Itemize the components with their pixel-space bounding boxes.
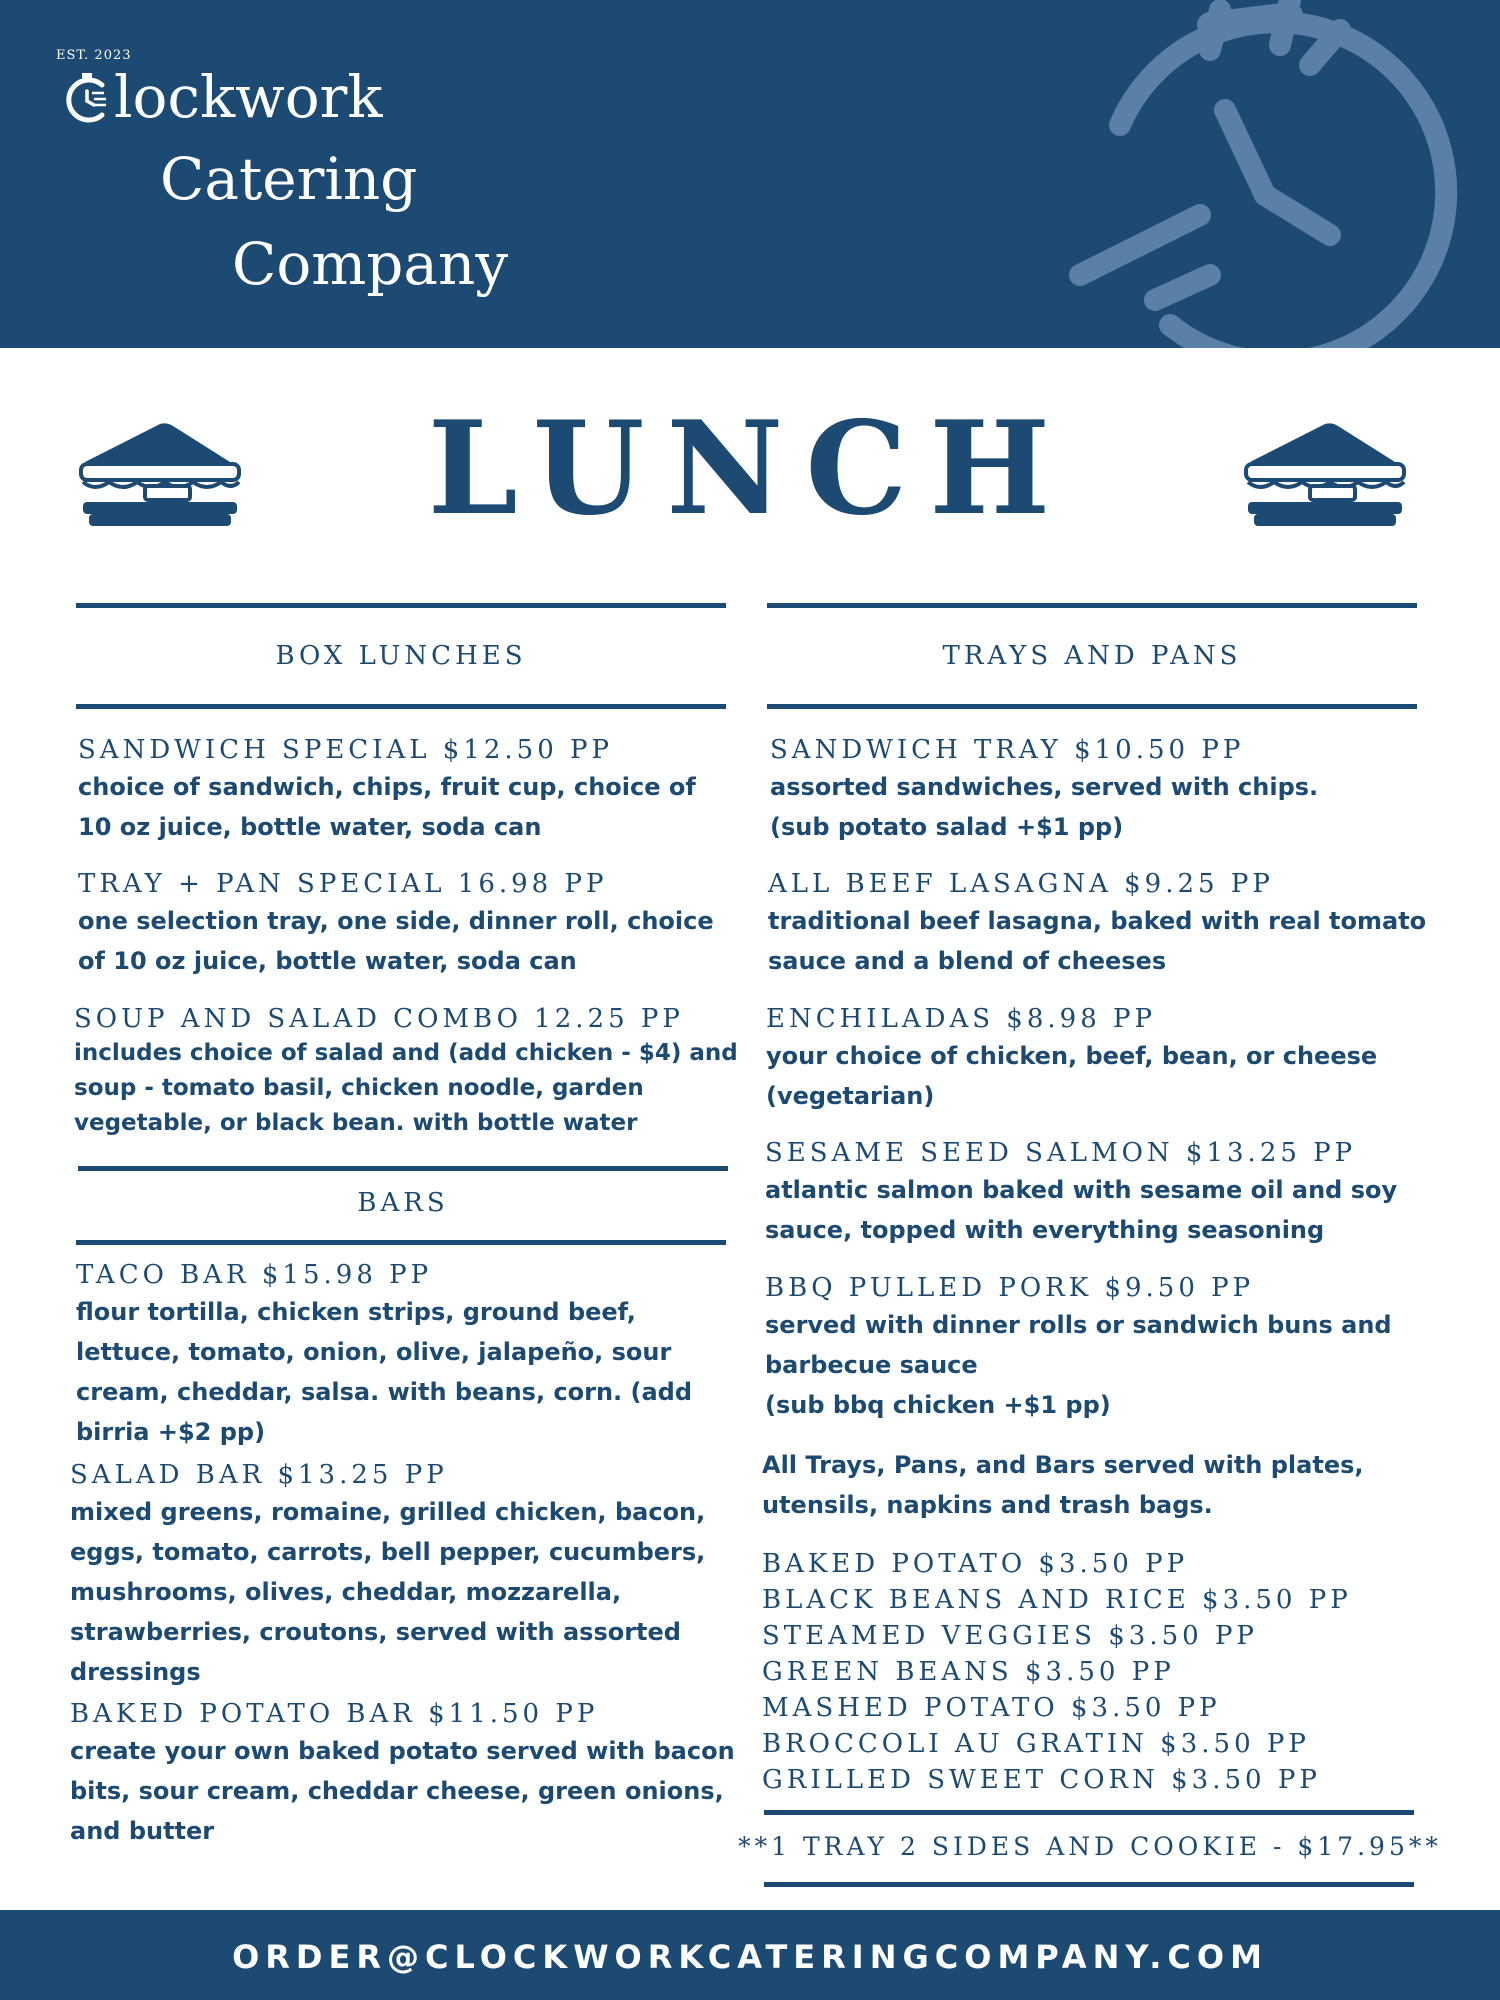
menu-item [70,1697,740,1851]
menu-item-title: SANDWICH SPECIAL $12.50 PP [78,735,613,765]
footer-banner [0,1910,1500,2000]
menu-item [765,1271,1445,1425]
side-item: BLACK BEANS AND RICE $3.50 PP [762,1585,1352,1615]
established-label: EST. 2023 [56,48,132,63]
menu-item-description: includes choice of salad and (add chicken - $4) and soup - tomato basil, chicken noodle, garden vegetable, or black bean. with bottle water [74,1040,738,1136]
brand-line-1 [62,63,383,131]
menu-item-title: SOUP AND SALAD COMBO 12.25 PP [74,1004,684,1034]
clock-c-icon [62,71,112,125]
section-heading-bars: BARS [357,1188,449,1218]
divider [76,603,726,608]
menu-item [768,867,1428,981]
divider [78,1166,728,1171]
menu-item-description: one selection tray, one side, dinner roll, choice of 10 oz juice, bottle water, soda can [78,907,714,975]
menu-item-title: ALL BEEF LASAGNA $9.25 PP [768,869,1274,899]
menu-item [76,1258,736,1452]
menu-item [74,1002,754,1141]
brand-name-rest: lockwork [114,63,383,131]
menu-item-title: SESAME SEED SALMON $13.25 PP [765,1138,1357,1168]
menu-item-title: SANDWICH TRAY $10.50 PP [770,735,1245,765]
side-item: GREEN BEANS $3.50 PP [762,1657,1175,1687]
menu-item-description: choice of sandwich, chips, fruit cup, choice of 10 oz juice, bottle water, soda can [78,773,696,841]
side-item: BROCCOLI AU GRATIN $3.50 PP [762,1729,1310,1759]
menu-item-description: assorted sandwiches, served with chips. [770,773,1319,801]
brand-line-2: Catering [160,145,418,213]
divider [764,1810,1414,1815]
menu-item-description: atlantic salmon baked with sesame oil and soy sauce, topped with everything seasoning [765,1176,1398,1244]
menu-item-note: (sub bbq chicken +$1 pp) [765,1391,1111,1419]
side-item: GRILLED SWEET CORN $3.50 PP [762,1765,1321,1795]
sides-list [762,1546,1352,1798]
menu-item-description: mixed greens, romaine, grilled chicken, bacon, eggs, tomato, carrots, bell pepper, cucumbers, mushrooms, olives, cheddar, mozzarella, strawberries, croutons, served with assorted dressings [70,1498,706,1686]
menu-item [770,733,1430,847]
menu-item-title: BAKED POTATO BAR $11.50 PP [70,1699,599,1729]
divider [767,603,1417,608]
brand-line-3: Company [232,230,509,298]
menu-item-title: BBQ PULLED PORK $9.50 PP [765,1273,1255,1303]
menu-item-title: SALAD BAR $13.25 PP [70,1460,448,1490]
side-item: MASHED POTATO $3.50 PP [762,1693,1221,1723]
side-item: STEAMED VEGGIES $3.50 PP [762,1621,1258,1651]
side-item: BAKED POTATO $3.50 PP [762,1549,1189,1579]
menu-item-title: TRAY + PAN SPECIAL 16.98 PP [78,869,608,899]
menu-item [766,1002,1426,1116]
stopwatch-icon [1060,0,1480,348]
divider [767,704,1417,709]
divider [764,1882,1414,1887]
page-title: LUNCH [427,394,1073,544]
divider [76,704,726,709]
order-email: ORDER@CLOCKWORKCATERINGCOMPANY.COM [232,1938,1268,1976]
menu-item-description: flour tortilla, chicken strips, ground beef, lettuce, tomato, onion, olive, jalapeño, sour cream, cheddar, salsa. with beans, corn. (add birria +$2 pp) [76,1298,693,1446]
combo-offer: **1 TRAY 2 SIDES AND COOKIE - $17.95** [738,1832,1442,1861]
section-heading-box-lunches: BOX LUNCHES [275,641,527,671]
menu-item-title: ENCHILADAS $8.98 PP [766,1004,1156,1034]
menu-item-description: your choice of chicken, beef, bean, or cheese (vegetarian) [766,1042,1378,1110]
divider [76,1240,726,1245]
menu-item-note: (sub potato salad +$1 pp) [770,813,1124,841]
service-note: All Trays, Pans, and Bars served with plates, utensils, napkins and trash bags. [762,1451,1364,1519]
menu-item-description: create your own baked potato served with bacon bits, sour cream, cheddar cheese, green onions, and butter [70,1737,735,1845]
menu-item-description: traditional beef lasagna, baked with real tomato sauce and a blend of cheeses [768,907,1427,975]
menu-item [765,1136,1445,1250]
menu-item [70,1458,740,1692]
menu-item-title: TACO BAR $15.98 PP [76,1260,433,1290]
section-heading-trays-and-pans: TRAYS AND PANS [942,641,1242,671]
menu-item-description: served with dinner rolls or sandwich buns and barbecue sauce [765,1311,1392,1379]
menu-item [78,867,728,981]
header-banner [0,0,1500,348]
menu-item [78,733,728,847]
